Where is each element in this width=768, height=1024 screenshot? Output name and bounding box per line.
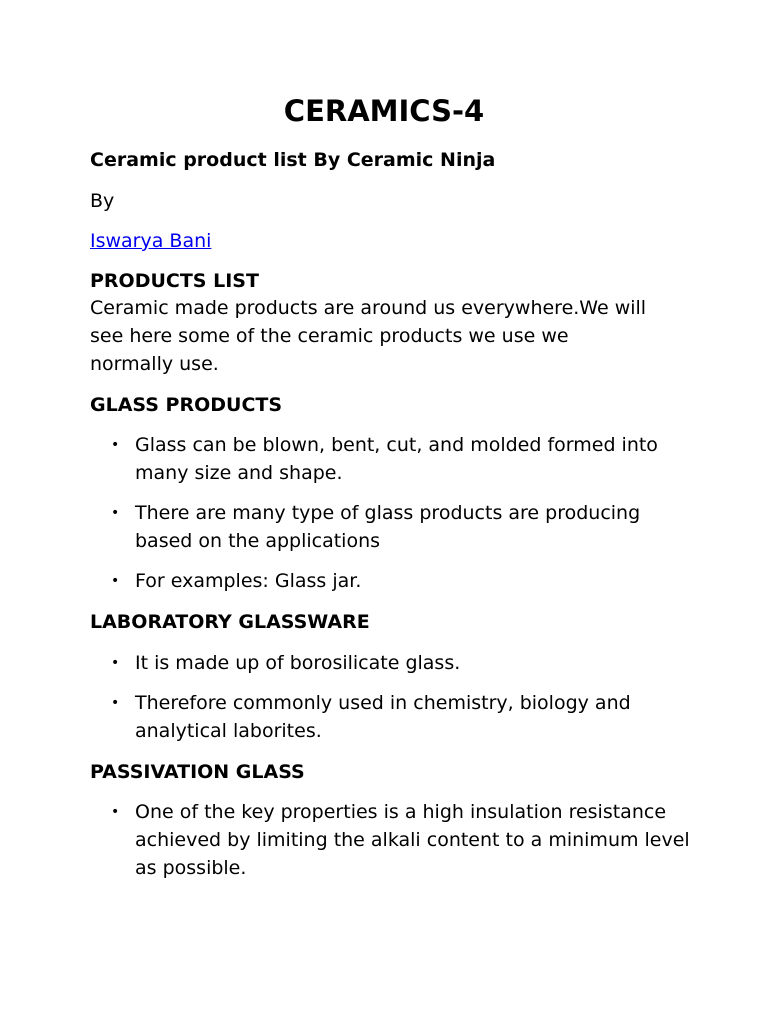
list-item-text: One of the key properties is a high insulation resistance achieved by limiting the alkali content to a minimum level as possible.	[135, 801, 690, 879]
list-item	[90, 649, 690, 677]
list-item	[90, 567, 690, 595]
document-subtitle: Ceramic product list By Ceramic Ninja	[90, 149, 496, 171]
laboratory-glassware-list	[90, 649, 690, 757]
passivation-glass-list	[90, 798, 690, 894]
list-item	[90, 431, 690, 487]
glass-products-list	[90, 431, 690, 607]
list-item	[90, 798, 690, 882]
document-title: CERAMICS-4	[283, 94, 485, 128]
list-item-text: There are many type of glass products are producing based on the applications	[135, 502, 641, 552]
heading-laboratory-glassware: LABORATORY GLASSWARE	[90, 611, 370, 633]
bullet-icon: •	[111, 695, 120, 711]
bullet-icon: •	[111, 655, 120, 671]
bullet-icon: •	[111, 505, 120, 521]
list-item	[90, 689, 690, 745]
bullet-icon: •	[111, 573, 120, 589]
by-label: By	[90, 190, 115, 212]
bullet-icon: •	[111, 437, 120, 453]
author-link[interactable]: Iswarya Bani	[90, 230, 212, 252]
products-list-paragraph: Ceramic made products are around us everywhere.We will see here some of the ceramic products we use we normally use.	[90, 297, 647, 375]
heading-passivation-glass: PASSIVATION GLASS	[90, 761, 305, 783]
list-item	[90, 499, 690, 555]
heading-products-list: PRODUCTS LIST	[90, 270, 259, 292]
list-item-text: Therefore commonly used in chemistry, biology and analytical laborites.	[135, 692, 631, 742]
heading-glass-products: GLASS PRODUCTS	[90, 394, 283, 416]
bullet-icon: •	[111, 804, 120, 820]
list-item-text: It is made up of borosilicate glass.	[135, 652, 461, 674]
list-item-text: Glass can be blown, bent, cut, and molded formed into many size and shape.	[135, 434, 658, 484]
list-item-text: For examples: Glass jar.	[135, 570, 362, 592]
